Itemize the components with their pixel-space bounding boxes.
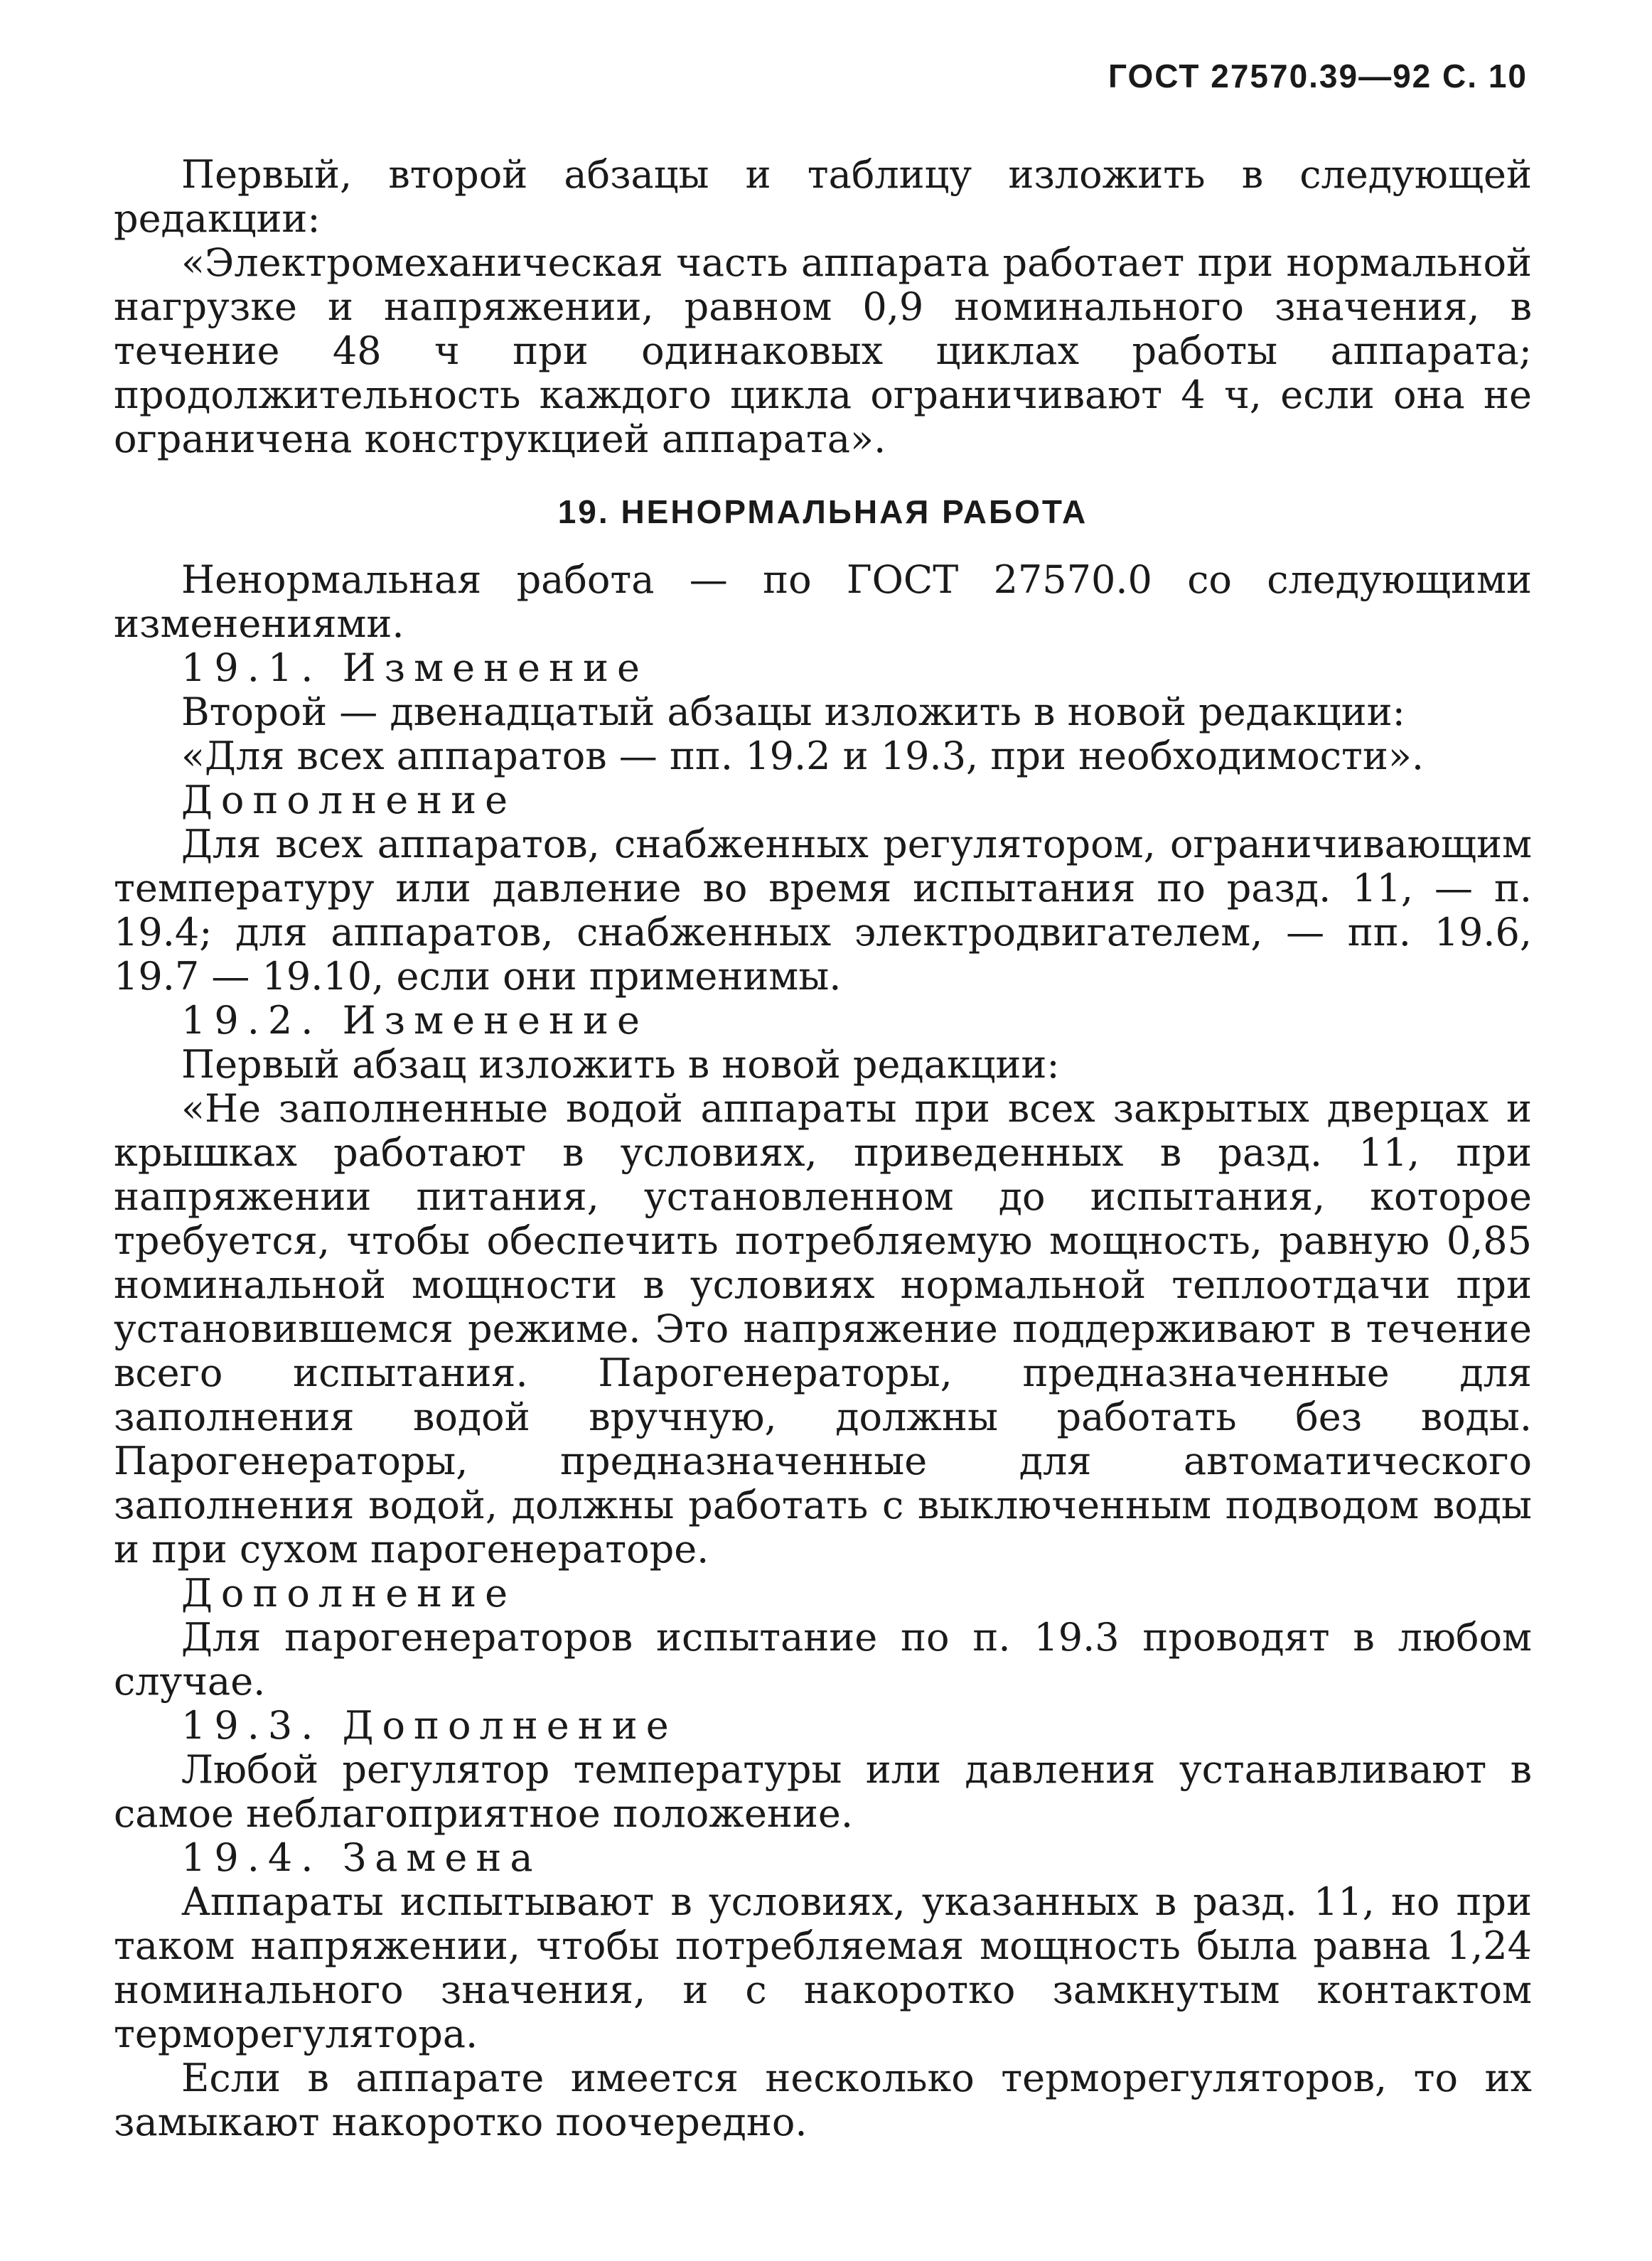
clause-19-2-addition-text: Для парогенераторов испытание по п. 19.3 проводят в любом случае. — [114, 1615, 1532, 1704]
document-body — [114, 153, 1532, 2144]
clause-19-1-addition-label: Дополнение — [181, 778, 517, 822]
page-header-gost-ref: ГОСТ 27570.39—92 С. 10 — [1108, 58, 1528, 95]
clause-19-2-addition-label: Дополнение — [181, 1571, 517, 1616]
clause-19-4-text-1: Аппараты испытывают в условиях, указанных в разд. 11, но при таком напряжении, чтобы потребляемая мощность была равна 1,24 номинального значения, и с накоротко замкнутым контактом терморегулятора. — [114, 1879, 1532, 2056]
clause-19-3-text: Любой регулятор температуры или давления устанавливают в самое неблагоприятное положение. — [114, 1747, 1532, 1836]
section-title: 19. НЕНОРМАЛЬНАЯ РАБОТА — [557, 493, 1088, 530]
clause-19-2-text-1: Первый абзац изложить в новой редакции: — [181, 1042, 1060, 1087]
intro-paragraph-2: «Электромеханическая часть аппарата работает при нормальной нагрузке и напряжении, равном 0,9 номинального значения, в течение 48 ч при одинаковых циклах работы аппарата; продолжительность каждого цикла ограничивают 4 ч, если она не ограничена конструкцией аппарата». — [114, 240, 1532, 461]
clause-19-2-text-2: «Не заполненные водой аппараты при всех закрытых дверцах и крышках работают в условиях, приведенных в разд. 11, при напряжении питания, установленном до испытания, которое требуется, чтобы обеспечить потребляемую мощность, равную 0,85 номинальной мощности в условиях нормальной теплоотдачи при установившемся режиме. Это напряжение поддерживают в течение всего испытания. Парогенераторы, предназначенные для заполнения водой вручную, должны работать без воды. Парогенераторы, предназначенные для автоматического заполнения водой, должны работать с выключенным подводом воды и при сухом парогенераторе. — [114, 1086, 1532, 1572]
clause-19-2-label: 19.2. Изменение — [181, 998, 648, 1043]
clause-19-1-label: 19.1. Изменение — [181, 645, 648, 690]
clause-19-3-label: 19.3. Дополнение — [181, 1703, 677, 1748]
intro-paragraph-1: Первый, второй абзацы и таблицу изложить в следующей редакции: — [114, 152, 1532, 241]
clause-19-4-text-2: Если в аппарате имеется несколько терморегуляторов, то их замыкают накоротко поочередно. — [114, 2056, 1532, 2144]
clause-19-4-label: 19.4. Замена — [181, 1835, 542, 1880]
section-intro: Ненормальная работа — по ГОСТ 27570.0 со следующими изменениями. — [114, 557, 1532, 646]
clause-19-1-addition-text: Для всех аппаратов, снабженных регулятором, ограничивающим температуру или давление во время испытания по разд. 11, — п. 19.4; для аппаратов, снабженных электродвигателем, — пп. 19.6, 19.7 — 19.10, если они применимы. — [114, 822, 1532, 999]
clause-19-1-text-1: Второй — двенадцатый абзацы изложить в новой редакции: — [181, 689, 1405, 734]
spacer — [114, 461, 1532, 490]
clause-19-1-text-2: «Для всех аппаратов — пп. 19.2 и 19.3, при необходимости». — [181, 734, 1425, 778]
spacer — [114, 534, 1532, 558]
